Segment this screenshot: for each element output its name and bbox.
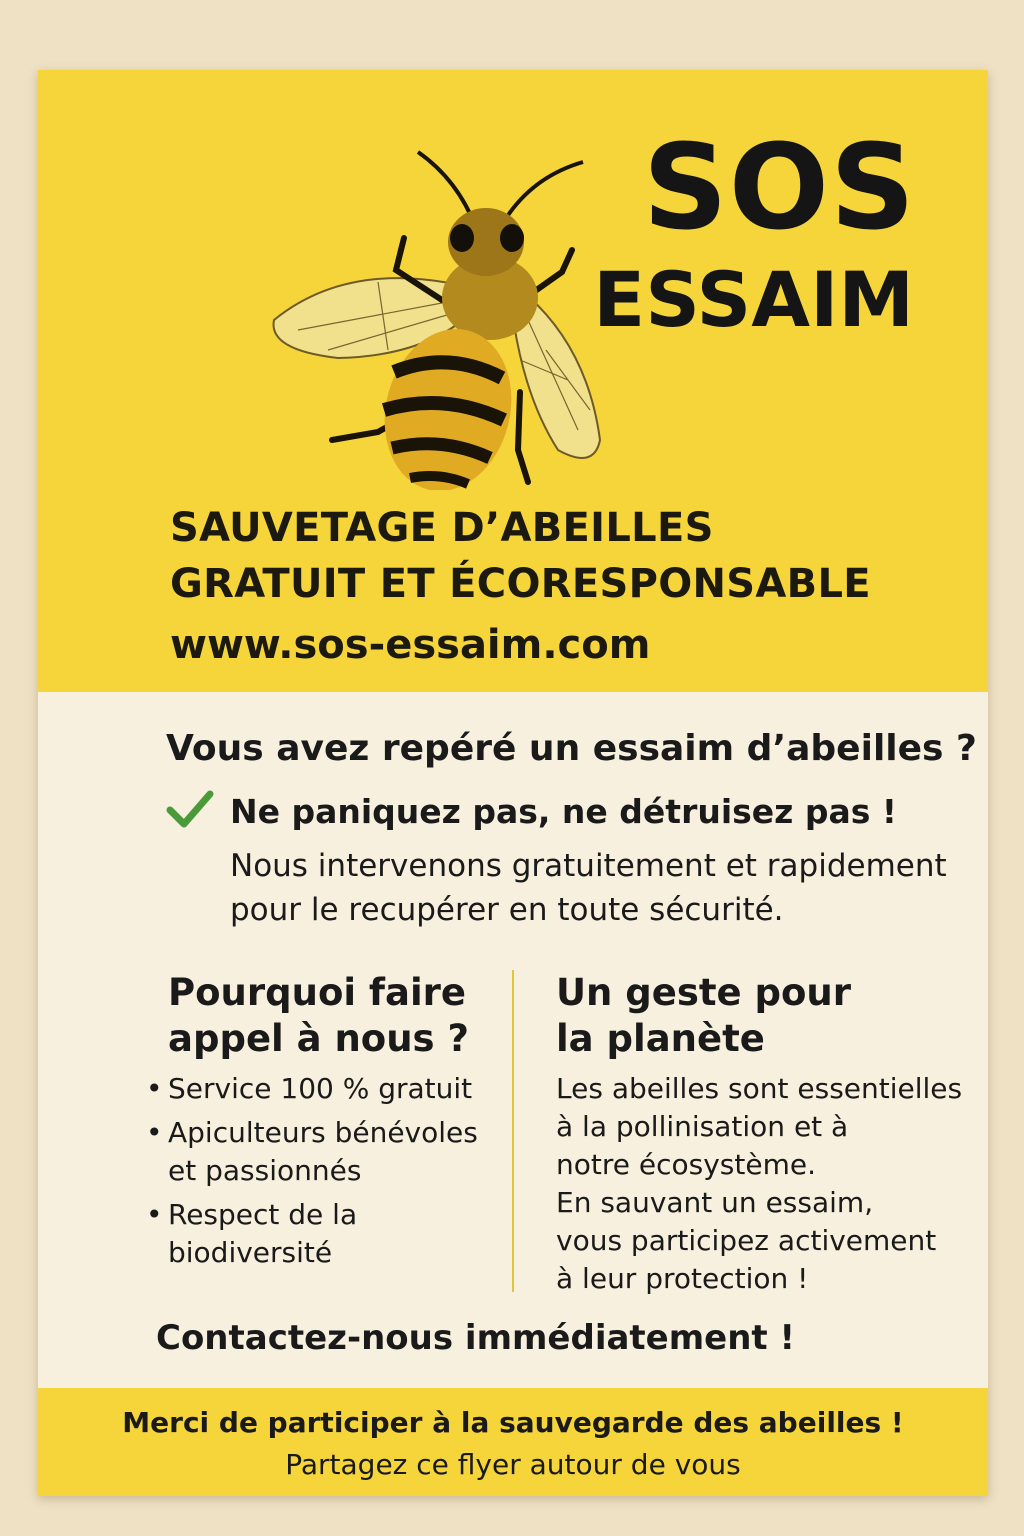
website-link[interactable]: www.sos-essaim.com bbox=[170, 622, 651, 668]
footer-share: Partagez ce flyer autour de vous bbox=[285, 1448, 741, 1481]
flyer bbox=[38, 70, 988, 1496]
title-sos: SOS bbox=[642, 118, 916, 256]
planet-line: à leur protection ! bbox=[556, 1262, 809, 1295]
tagline bbox=[170, 500, 871, 612]
intervention-description bbox=[230, 844, 970, 932]
tagline-line1: SAUVETAGE D’ABEILLES bbox=[170, 505, 714, 551]
bullet-icon: • bbox=[146, 1198, 163, 1231]
why-heading-line1: Pourquoi faire bbox=[168, 971, 467, 1014]
footer-thanks: Merci de participer à la sauvegarde des abeilles ! bbox=[122, 1406, 904, 1439]
bee-icon bbox=[228, 110, 638, 490]
planet-line: En sauvant un essaim, bbox=[556, 1186, 874, 1219]
reassurance-text: Ne paniquez pas, ne détruisez pas ! bbox=[230, 792, 897, 831]
contact-call-to-action: Contactez-nous immédiatement ! bbox=[156, 1318, 796, 1358]
planet-line: notre écosystème. bbox=[556, 1148, 816, 1181]
description-line1: Nous intervenons gratuitement et rapidement bbox=[230, 848, 947, 884]
tagline-line2: GRATUIT ET ÉCORESPONSABLE bbox=[170, 561, 871, 607]
bullet-icon: • bbox=[146, 1072, 163, 1105]
question-heading: Vous avez repéré un essaim d’abeilles ? bbox=[166, 728, 977, 769]
list-item-text-continued: et passionnés bbox=[168, 1154, 362, 1187]
list-item-text: Service 100 % gratuit bbox=[168, 1072, 473, 1105]
list-item-text: Apiculteurs bénévoles bbox=[168, 1116, 478, 1149]
planet-line: Les abeilles sont essentielles bbox=[556, 1072, 963, 1105]
why-list bbox=[146, 1070, 516, 1278]
list-item bbox=[146, 1114, 516, 1190]
description-line2: pour le recupérer en toute sécurité. bbox=[230, 892, 784, 928]
list-item-text: Respect de la biodiversité bbox=[168, 1198, 358, 1269]
list-item bbox=[146, 1196, 516, 1272]
bullet-icon: • bbox=[146, 1116, 163, 1149]
why-heading bbox=[168, 970, 498, 1062]
planet-line: à la pollinisation et à bbox=[556, 1110, 849, 1143]
title-essaim: ESSAIM bbox=[593, 255, 914, 344]
footer-band bbox=[38, 1388, 988, 1496]
header-section bbox=[38, 70, 988, 692]
planet-line: vous participez activement bbox=[556, 1224, 937, 1257]
check-icon bbox=[166, 788, 214, 830]
planet-heading-line2: la planète bbox=[556, 1017, 765, 1060]
why-heading-line2: appel à nous ? bbox=[168, 1017, 469, 1060]
planet-paragraph bbox=[556, 1070, 976, 1298]
list-item bbox=[146, 1070, 516, 1108]
planet-heading bbox=[556, 970, 916, 1062]
planet-heading-line1: Un geste pour bbox=[556, 971, 852, 1014]
